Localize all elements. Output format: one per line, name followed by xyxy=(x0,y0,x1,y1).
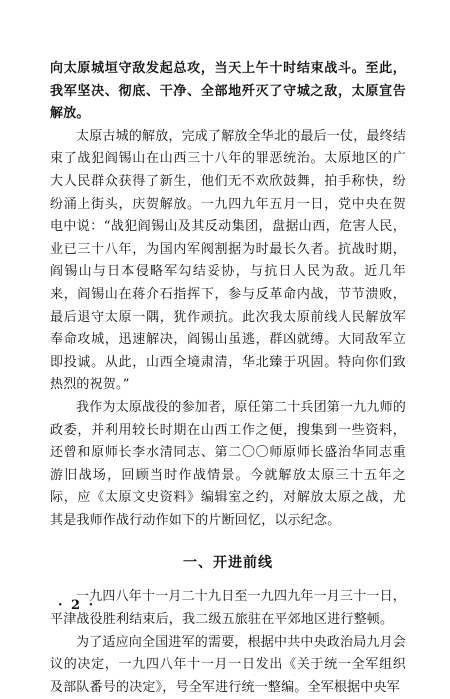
paragraph-2: 太原古城的解放，完成了解放全华北的最后一仗，最终结束了战犯阎锡山在山西三十八年的罪恶统治。太原地区的广大人民群众获得了新生，他们无不欢欣鼓舞，拍手称快，纷纷涌上街头，庆贺解放。一九四九年五月一日，党中央在贺电中说：“战犯阎锡山及其反动集团，盘据山西，危害人民，业已三十八年，为国内军阀割据为时最长久者。抗战时期，阎锡山与日本侵略军勾结妥协，与抗日人民为敌。近几年来，阎锡山在蒋介石指挥下，参与反革命内战，节节溃败，最后退守太原一隅，犹作顽抗。此次我太原前线人民解放军奉命攻城，迅速解决，阎锡山虽逃，群凶就缚。大同敌军立即投诚。从此，山西全境肃清，华北臻于巩固。特向你们致热烈的祝贺。” xyxy=(50,128,407,393)
paragraph-5: 为了适应向全国进军的需要，根据中共中央政治局九月会议的决定，一九四八年十一月一日发出《关于统一全军组织及部队番号的决定》，号全军进行统一整编。全军根据中央军 xyxy=(50,634,407,695)
bottom-paragraphs xyxy=(50,586,406,699)
top-paragraphs xyxy=(50,58,406,532)
page-number: · 2 · xyxy=(58,598,96,613)
paragraph-4: 一九四八年十一月二十九日至一九四九年一月三十一日，平津战役胜利结束后，我二级五旅驻在平郊地区进行整顿。 xyxy=(50,589,407,628)
paragraph-3: 我作为太原战役的参加者，原任第二十兵团第一九九师的政委，并利用较长时期在山西工作之便，搜集到一些资料，还曾和原师长李水清同志、第二〇〇师原师长盛治华同志重游旧战场，回顾当时作战情景。今就解放太原三十五年之际，应《太原文史资料》编辑室之约，对解放太原之战，尤其是我师作战行动作如下的片断回忆，以示纪念。 xyxy=(50,399,407,528)
section-heading: 一、开进前线 xyxy=(183,555,273,572)
paragraph-1: 向太原城垣守敌发起总攻，当天上午十时结束战斗。至此，我军坚决、彻底、干净、全部地歼灭了守城之敌，太原宣告解放。 xyxy=(50,61,406,122)
